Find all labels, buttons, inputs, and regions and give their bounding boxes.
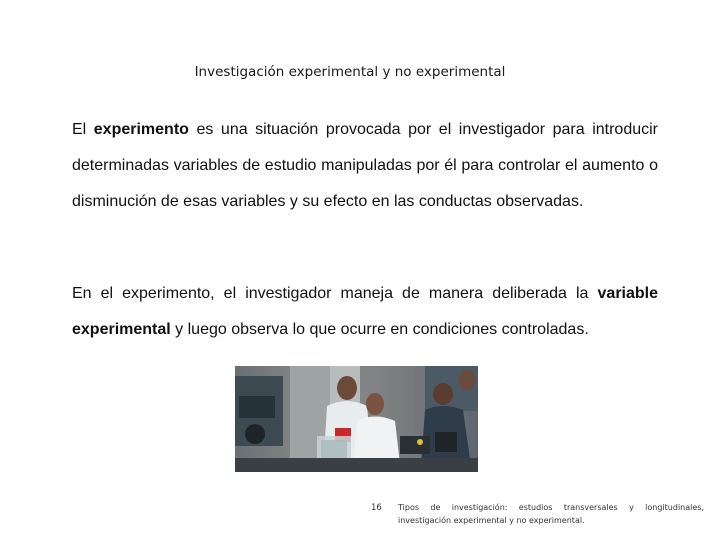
laboratory-photo-illustration (235, 366, 478, 472)
footer-caption: Tipos de investigación: estudios transversales y longitudinales, investigación experimental y no experimental. (398, 503, 704, 525)
paragraph1-prefix: El (72, 121, 94, 138)
paragraph2-bold-term: variable experimental (72, 285, 658, 338)
footer-page-number: 16 (371, 503, 382, 513)
paragraph2-prefix: En el experimento, el investigador maneja de manera deliberada la (72, 285, 598, 302)
paragraph1-rest: es una situación provocada por el investigador para introducir determinadas variables de estudio manipuladas por él para controlar el aumento o disminución de esas variables y su efecto en las conductas observadas. (72, 121, 658, 210)
paragraph2-rest: y luego observa lo que ocurre en condiciones controladas. (170, 321, 589, 338)
laboratory-photo (235, 366, 478, 472)
slide-title: Investigación experimental y no experimental (194, 64, 506, 80)
paragraph-experimental-variable (72, 276, 658, 348)
paragraph1-bold-term: experimento (93, 121, 189, 138)
paragraph-experiment-definition (72, 112, 658, 220)
